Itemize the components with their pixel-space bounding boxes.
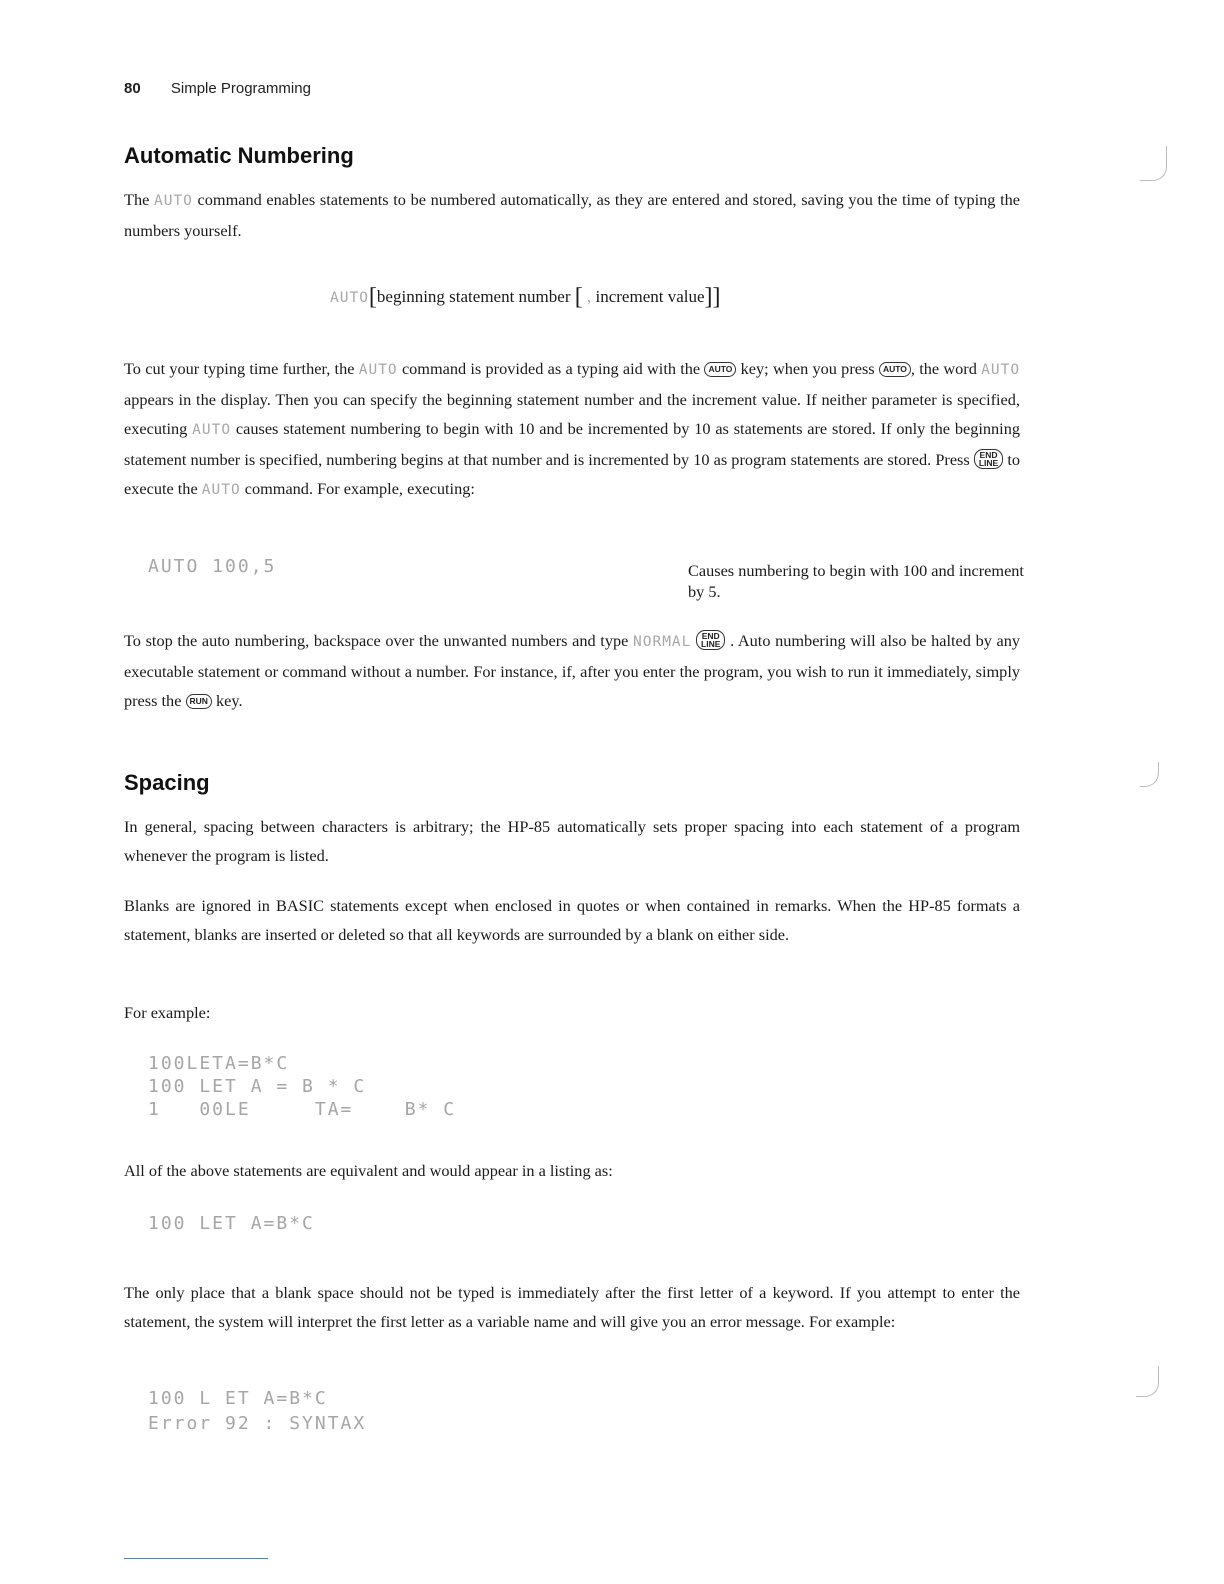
syntax-param-begin: beginning statement number xyxy=(376,287,571,306)
lcd-keyword-auto: AUTO xyxy=(153,193,193,209)
lcd-keyword-auto: AUTO xyxy=(330,290,369,306)
end-line-key-icon: END LINE xyxy=(974,449,1003,469)
syntax-param-increment: increment value xyxy=(595,287,705,306)
auto-key-icon: AUTO xyxy=(879,362,911,377)
paragraph-stop-auto: To stop the auto numbering, backspace over the unwanted numbers and type NORMAL END LINE . Auto numbering will also be halted by any executable statement or command without a number. For instance, if, after you enter the program, you wish to run it immediately, simply press the RUN key. xyxy=(124,631,1021,710)
code-line: 100 LET A = B * C xyxy=(148,1076,367,1097)
paragraph-blank-after-first-letter: The only place that a blank space should not be typed is immediately after the first letter of a keyword. If you attempt to enter the statement, the system will interpret the first letter as a variable name and will give you an error message. For example: xyxy=(124,1283,1020,1331)
heading-spacing: Spacing xyxy=(124,770,210,795)
code-listing: 100 LET A=B*C xyxy=(148,1213,315,1234)
end-line-key-icon: END LINE xyxy=(696,630,725,650)
footer-rule xyxy=(124,1558,268,1559)
auto-syntax-line: AUTO[beginning statement number [ , increment value]] xyxy=(330,284,721,310)
paragraph-spacing-general: In general, spacing between characters is arbitrary; the HP-85 automatically sets proper spacing into each statement of a program whenever the program is listed. xyxy=(124,817,1020,865)
running-header xyxy=(124,80,311,97)
page-number: 80 xyxy=(124,80,141,97)
code-line: 100LETA=B*C xyxy=(148,1053,290,1074)
margin-scan-mark xyxy=(1140,762,1159,787)
paragraph-blanks-ignored: Blanks are ignored in BASIC statements except when enclosed in quotes or when contained in remarks. When the HP-85 formats a statement, blanks are inserted or deleted so that all keywords are surrounded by a blank on either side. xyxy=(124,896,1020,944)
paragraph-auto-typing-aid: To cut your typing time further, the AUTO command is provided as a typing aid with the AUTO key; when you press AUTO , the word AUTO appears in the display. Then you can specify the beginning statement number and the increment value. If neither parameter is specified, executing AUTO causes statement numbering to begin with 10 and be incremented by 10 as statements are stored. If only the beginning statement number is specified, numbering begins at that number and is incremented by 10 as program statements are stored. Press END LINE to execute the AUTO command. For example, executing: xyxy=(124,359,1021,498)
code-spacing-examples xyxy=(148,1052,456,1121)
paragraph-for-example: For example: xyxy=(124,1003,211,1022)
code-line: Error 92 : SYNTAX xyxy=(148,1413,367,1434)
section-title: Simple Programming xyxy=(170,80,311,97)
lcd-keyword-normal: NORMAL xyxy=(633,634,692,650)
margin-scan-mark xyxy=(1136,1366,1159,1397)
paragraph-equivalent-listing: All of the above statements are equivalent and would appear in a listing as: xyxy=(124,1161,613,1180)
auto-key-icon: AUTO xyxy=(704,362,736,377)
code-line: 1 00LE TA= B* C xyxy=(148,1099,457,1120)
heading-automatic-numbering: Automatic Numbering xyxy=(124,143,354,168)
code-auto-example: AUTO 100,5 xyxy=(148,556,277,577)
paragraph-auto-intro: The AUTO command enables statements to be numbered automatically, as they are entered and stored, saving you the time of typing the numbers yourself. xyxy=(124,190,1020,240)
code-auto-example-description: Causes numbering to begin with 100 and increment by 5. xyxy=(688,561,1024,601)
run-key-icon: RUN xyxy=(186,694,212,709)
code-line: 100 L ET A=B*C xyxy=(148,1388,328,1409)
margin-scan-mark xyxy=(1140,146,1167,181)
code-error-example xyxy=(148,1386,366,1436)
